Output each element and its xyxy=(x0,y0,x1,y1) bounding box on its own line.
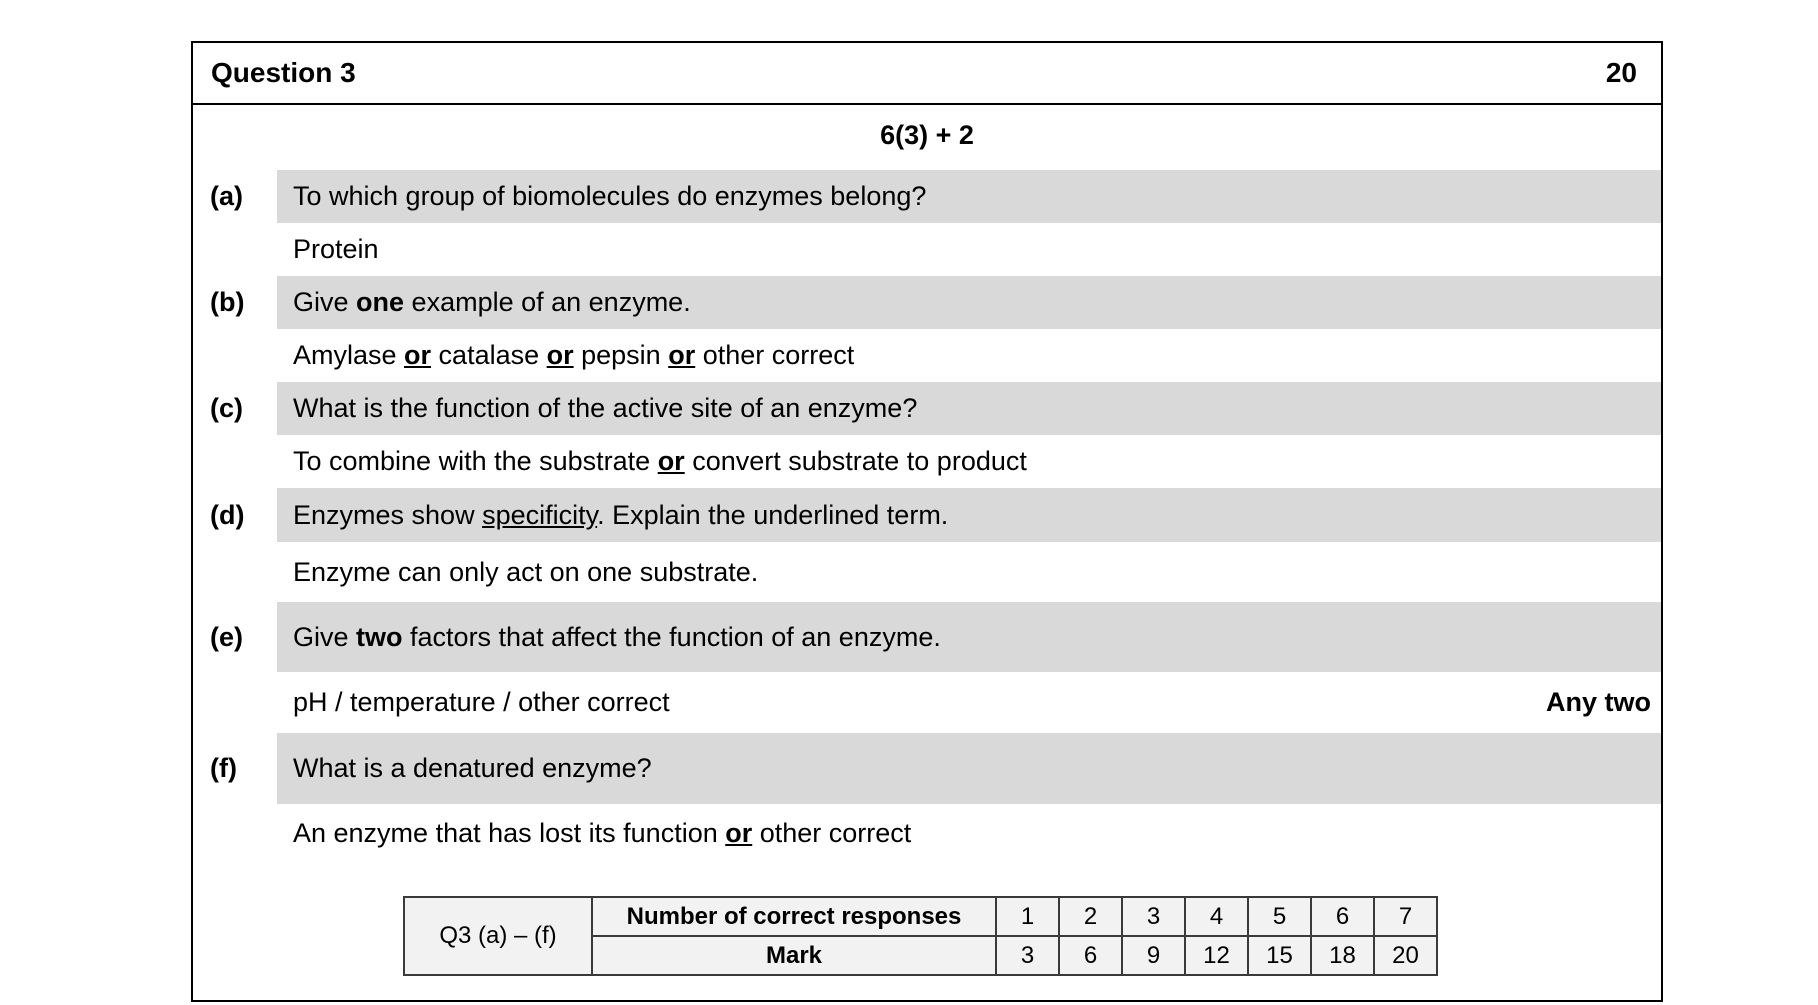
answer-text-part: other correct xyxy=(752,817,912,848)
answer-row-b xyxy=(193,329,1661,382)
answer-label-spacer xyxy=(193,329,277,382)
mark-table-row-responses xyxy=(404,897,1437,936)
mark-table-mark-value: 18 xyxy=(1311,936,1374,975)
answer-text-part: pH / temperature / other correct xyxy=(293,687,670,717)
question-box xyxy=(191,41,1663,1002)
question-text-b xyxy=(277,276,1661,329)
answer-row-e xyxy=(193,672,1661,733)
mark-table-mark-value: 20 xyxy=(1374,936,1437,975)
answer-row-a xyxy=(193,223,1661,276)
answer-text-part: other correct xyxy=(695,340,855,370)
question-text-c xyxy=(277,382,1661,435)
question-label-e: (e) xyxy=(210,621,243,652)
question-text-part xyxy=(293,287,691,318)
question-row-c xyxy=(193,382,1661,435)
mark-table-response-count: 5 xyxy=(1248,897,1311,936)
question-row-e xyxy=(193,602,1661,672)
marks-breakdown xyxy=(193,117,1661,153)
question-text-part-bold: one xyxy=(356,287,405,317)
answer-text-e xyxy=(277,672,1661,733)
answer-text-part: pepsin xyxy=(573,340,669,370)
total-marks: 20 xyxy=(1605,57,1637,88)
question-row-f xyxy=(193,733,1661,804)
question-label-c: (c) xyxy=(210,393,243,423)
question-text-part-underline: specificity xyxy=(482,499,598,530)
mark-table-question-range: Q3 (a) – (f) xyxy=(404,897,592,975)
mark-table-response-count: 1 xyxy=(996,897,1059,936)
answer-text-part xyxy=(293,818,911,849)
answer-text-b xyxy=(277,329,1661,382)
question-text-part: Enzymes show xyxy=(293,499,483,530)
question-label-a: (a) xyxy=(210,181,243,211)
question-text-part: Give xyxy=(293,287,357,317)
question-text-e xyxy=(277,602,1661,672)
question-text-part: What is the function of the active site of an enzyme? xyxy=(293,393,918,423)
question-text-part-bold: two xyxy=(356,621,403,652)
mark-table xyxy=(403,896,1438,976)
answer-text-d xyxy=(277,542,1661,602)
mark-table-response-count: 2 xyxy=(1059,897,1122,936)
answer-or-bold-underline: or xyxy=(668,340,696,370)
question-label-f: (f) xyxy=(210,753,237,783)
answer-text-part: Enzyme can only act on one substrate. xyxy=(293,556,759,587)
marks-breakdown-text: 6(3) + 2 xyxy=(880,119,974,150)
answer-text-part xyxy=(293,340,854,371)
answer-row-c xyxy=(193,435,1661,488)
answer-or-bold-underline: or xyxy=(725,817,753,848)
answer-label-spacer xyxy=(193,804,277,862)
question-text-part xyxy=(293,500,948,531)
answer-or-bold-underline: or xyxy=(657,446,685,476)
question-text-part: example of an enzyme. xyxy=(404,287,691,317)
answer-or-bold-underline: or xyxy=(546,340,574,370)
answer-text-part: Amylase xyxy=(293,340,405,370)
answer-text-part: To combine with the substrate xyxy=(293,446,658,476)
question-text-d xyxy=(277,488,1661,542)
mark-table-mark-value: 9 xyxy=(1122,936,1185,975)
question-text-part: . Explain the underlined term. xyxy=(597,499,949,530)
question-text-part: What is a denatured enzyme? xyxy=(293,753,652,783)
answer-text-part xyxy=(293,446,1027,477)
question-text-part: factors that affect the function of an enzyme. xyxy=(402,621,941,652)
answer-row-d xyxy=(193,542,1661,602)
answer-text-a xyxy=(277,223,1661,276)
question-label-b: (b) xyxy=(210,287,245,317)
answer-text-c xyxy=(277,435,1661,488)
question-row-a xyxy=(193,170,1661,223)
answer-text-part: catalase xyxy=(431,340,547,370)
mark-table-responses-label: Number of correct responses xyxy=(592,897,996,936)
question-text-f xyxy=(277,733,1661,804)
answer-label-spacer xyxy=(193,542,277,602)
mark-table-mark-value: 12 xyxy=(1185,936,1248,975)
answer-text-part: An enzyme that has lost its function xyxy=(293,817,726,848)
mark-table-response-count: 6 xyxy=(1311,897,1374,936)
question-text-a xyxy=(277,170,1661,223)
answer-note-any-two: Any two xyxy=(1546,687,1651,717)
question-header xyxy=(193,43,1661,105)
mark-table-response-count: 4 xyxy=(1185,897,1248,936)
answer-label-spacer xyxy=(193,672,277,733)
question-text-part xyxy=(293,622,941,653)
answer-label-spacer xyxy=(193,435,277,488)
answer-label-spacer xyxy=(193,223,277,276)
question-row-d xyxy=(193,488,1661,542)
mark-table-mark-value: 6 xyxy=(1059,936,1122,975)
answer-text-f xyxy=(277,804,1661,862)
mark-table-mark-label: Mark xyxy=(592,936,996,975)
question-text-part: To which group of biomolecules do enzymes belong? xyxy=(293,181,927,211)
question-title: Question 3 xyxy=(211,57,356,88)
answer-or-bold-underline: or xyxy=(404,340,432,370)
mark-table-mark-value: 3 xyxy=(996,936,1059,975)
mark-table-response-count: 7 xyxy=(1374,897,1437,936)
mark-table-response-count: 3 xyxy=(1122,897,1185,936)
mark-table-mark-value: 15 xyxy=(1248,936,1311,975)
question-label-d: (d) xyxy=(210,499,245,530)
question-row-b xyxy=(193,276,1661,329)
question-text-part: Give xyxy=(293,621,357,652)
answer-row-f xyxy=(193,804,1661,862)
answer-text-part: convert substrate to product xyxy=(684,446,1027,476)
answer-text-part: Protein xyxy=(293,234,379,264)
